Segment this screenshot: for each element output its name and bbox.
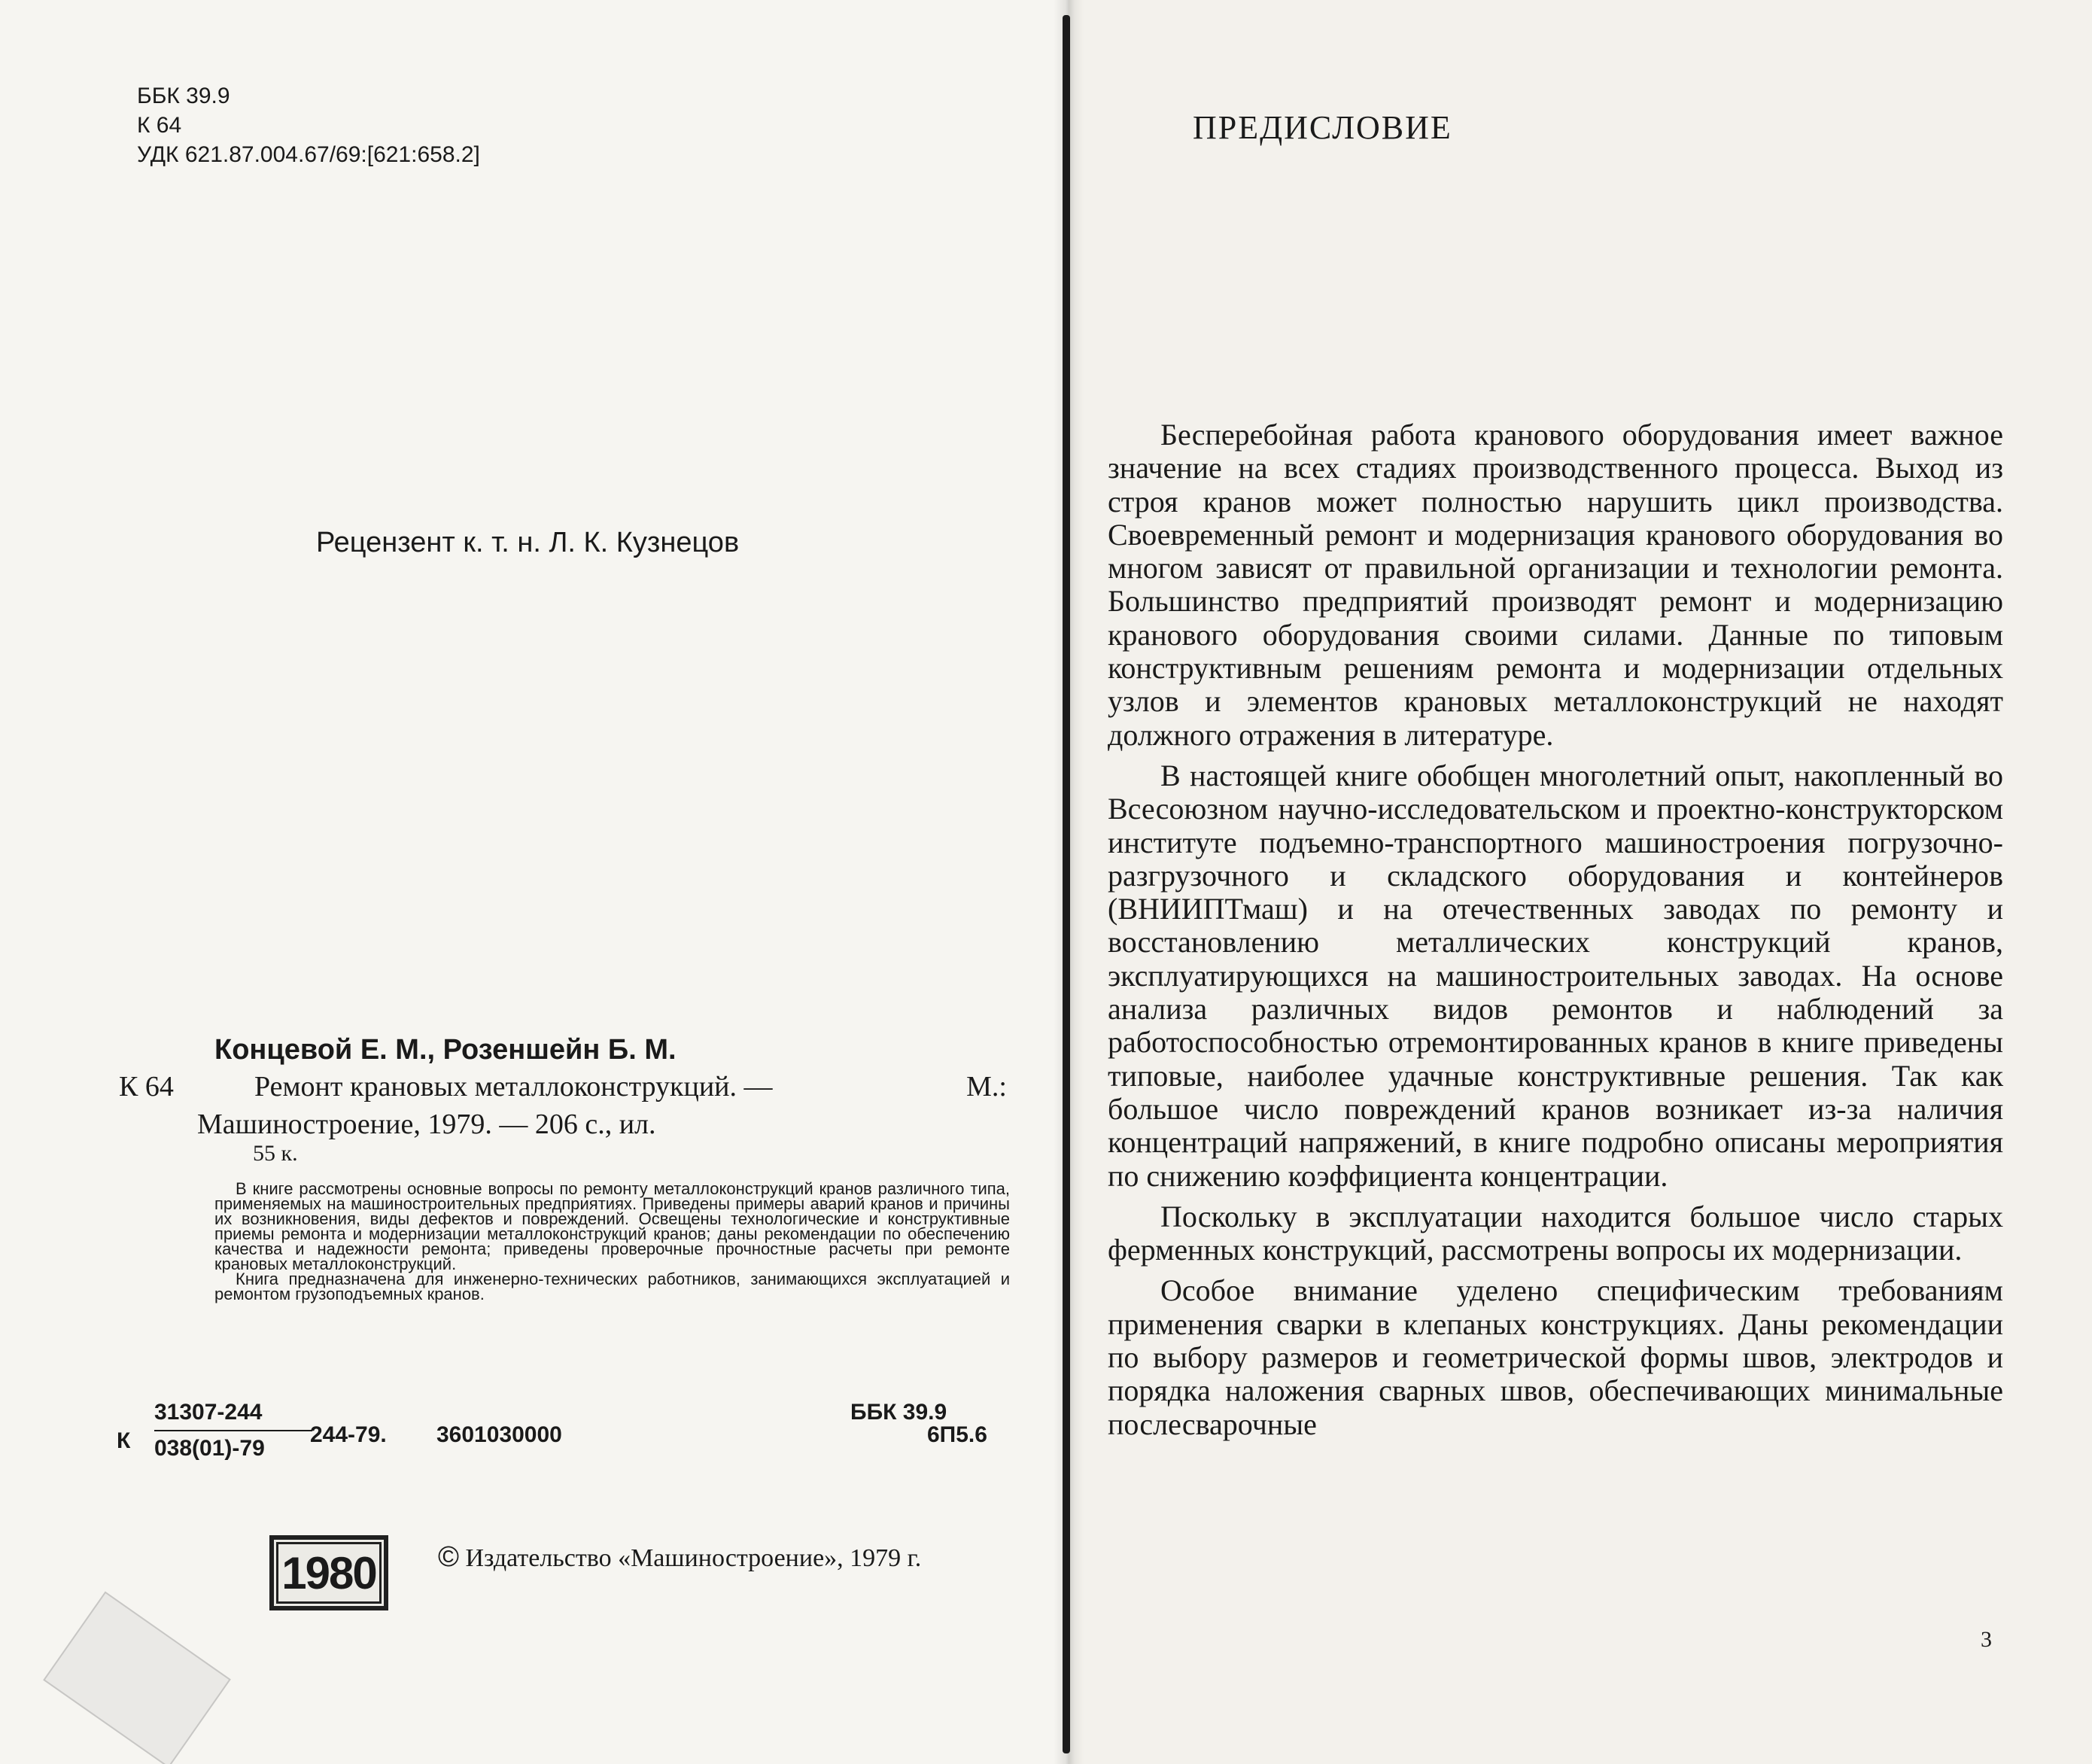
class-code: К 64 (119, 1071, 174, 1102)
catalog-code-bottom: 038(01)-79 (154, 1436, 265, 1461)
reviewer-line: Рецензент к. т. н. Л. К. Кузнецов (316, 527, 740, 558)
preface-paragraph: В настоящей книге обобщен многолетний опыт, накопленный во Всесоюзном научно-исследовательском и проектно-конструкторском институте подъемно-транспортного машиностроения погрузочно-разгрузочного и складского оборудования и контейнеров (ВНИИПТмаш) и на отечественных заводах по ремонту и восстановлению металлических конструкций кранов, эксплуатирующихся на машиностроительных заводах. На основе анализа различных видов ремонтов и наблюдений за работоспособностью отремонтированных кранов в книге приведены типовые, наиболее удачные конструктивные решения. Так как большое число повреждений кранов возникает из-за наличия концентраций напряжений, в книге подробно описаны мероприятия по снижению коэффициента концентрации. (1108, 758, 2003, 1193)
preface-paragraph: Бесперебойная работа кранового оборудования имеет важное значение на всех стадиях производственного процесса. Выход из строя кранов может полностью нарушить цикл производства. Своевременный ремонт и модернизация кранового оборудования во многом зависят от правильной организации и технологии ремонта. Большинство предприятий производят ремонт и модернизацию кранового оборудования своими силами. Данные по типовым конструктивным решениям ремонта и модернизации отдельных узлов и элементов крановых металлоконструкций не находят должного отражения в литературе. (1108, 418, 2003, 752)
page-number: 3 (1981, 1627, 1992, 1652)
bbk-top: ББК 39.9 (850, 1400, 947, 1425)
abstract-paragraph: Книга предназначена для инженерно-технических работников, занимающихся эксплуатацией и ремонтом грузоподъемных кранов. (214, 1270, 1010, 1303)
publisher-line: Машиностроение, 1979. — 206 с., ил. (197, 1109, 656, 1140)
page-title: ПРЕДИСЛОВИЕ (1193, 109, 1452, 146)
udk-code: УДК 621.87.004.67/69:[621:658.2] (137, 142, 480, 167)
abstract-paragraph: В книге рассмотрены основные вопросы по ремонту металлоконструкций кранов различного типа, применяемых на машиностроительных предприятиях. Приведены примеры аварий кранов и причины их возникновения, виды дефектов и повреждений. Освещены технологические и конструктивные приемы ремонта и модернизации металлоконструкций кранов; даны рекомендации по обеспечению качества и надежности ремонта; приведены проверочные прочностные расчеты при ремонте крановых металлоконструкций. (214, 1179, 1010, 1273)
title-city: М.: (966, 1071, 1007, 1102)
preface-paragraph: Особое внимание уделено специфическим требованиям применения сварки в клепаных конструкциях. Даны рекомендации по выбору размеров и геометрической формы швов, электродов и порядка наложения сварных швов, обеспечивающих минимальные послесварочные (1108, 1273, 2003, 1441)
bbk-bottom: 6П5.6 (927, 1422, 987, 1447)
preface-text (1108, 418, 2003, 1441)
catalog-number-2: 3601030000 (436, 1422, 562, 1447)
catalog-k: К (117, 1428, 131, 1453)
preface-paragraph: Поскольку в эксплуатации находится большое число старых ферменных конструкций, рассмотрены вопросы их модернизации. (1108, 1199, 2003, 1267)
copyright-icon: © (438, 1541, 459, 1573)
copyright-text: Издательство «Машиностроение», 1979 г. (465, 1544, 922, 1572)
authors: Концевой Е. М., Розеншейн Б. М. (214, 1034, 677, 1066)
title-main: Ремонт крановых металлоконструкций. — (254, 1071, 773, 1102)
catalog-code-top: 31307-244 (154, 1400, 263, 1425)
year-stamp: 1980 (269, 1535, 388, 1610)
catalog-number: 244-79. (310, 1422, 387, 1447)
author-mark: К 64 (137, 113, 182, 138)
price: 55 к. (253, 1141, 298, 1166)
bbk-code: ББК 39.9 (137, 84, 230, 108)
